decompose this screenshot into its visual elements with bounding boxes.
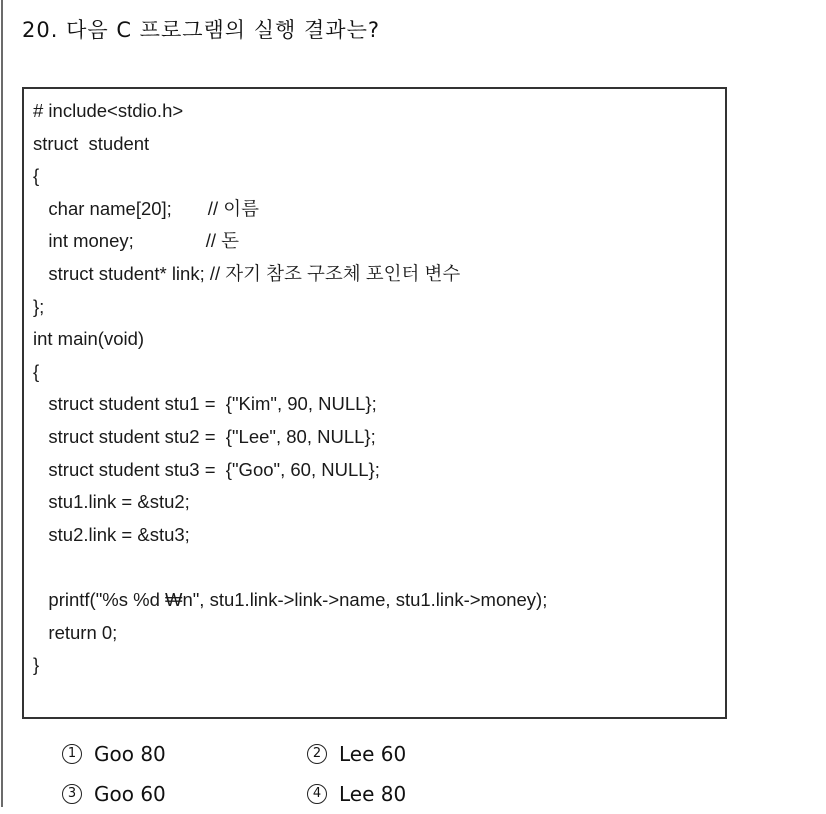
code-line: struct student* link; // 자기 참조 구조체 포인터 변수: [33, 262, 461, 284]
code-line: int money; // 돈: [33, 230, 240, 252]
code-line: stu2.link = &stu3;: [33, 523, 190, 545]
code-line: [33, 551, 547, 584]
option-2[interactable]: [307, 734, 552, 774]
code-line: struct student: [33, 132, 150, 154]
code-line: int main(void): [33, 328, 145, 350]
code-line: }: [33, 654, 40, 676]
code-line: # include<stdio.h>: [33, 100, 184, 121]
option-text: Goo 80: [94, 742, 166, 766]
circled-number-icon: 1: [62, 744, 82, 764]
option-1[interactable]: [62, 734, 307, 774]
option-4[interactable]: [307, 774, 552, 814]
circled-number-icon: 2: [307, 744, 327, 764]
circled-number-icon: 4: [307, 784, 327, 804]
code-line: struct student stu3 = {"Goo", 60, NULL};: [33, 458, 380, 480]
code-line: struct student stu1 = {"Kim", 90, NULL};: [33, 393, 377, 415]
option-text: Lee 80: [339, 782, 407, 806]
answer-options: [62, 734, 662, 814]
options-row-1: [62, 734, 662, 774]
code-line: struct student stu2 = {"Lee", 80, NULL};: [33, 425, 376, 447]
code-box: [22, 87, 727, 719]
code-line: {: [33, 165, 40, 187]
code-line: stu1.link = &stu2;: [33, 491, 190, 513]
page-left-border: [1, 0, 3, 807]
code-line: return 0;: [33, 621, 118, 643]
option-text: Lee 60: [339, 742, 407, 766]
code-line: printf("%s %d ₩n", stu1.link->link->name, stu1.link->money);: [33, 588, 548, 610]
code-line: {: [33, 360, 40, 382]
circled-number-icon: 3: [62, 784, 82, 804]
code-line: char name[20]; // 이름: [33, 197, 259, 219]
option-3[interactable]: [62, 774, 307, 814]
question-title: 20. 다음 C 프로그램의 실행 결과는?: [22, 18, 381, 42]
option-text: Goo 60: [94, 782, 166, 806]
code-listing: [33, 95, 547, 682]
code-line: };: [33, 295, 45, 317]
options-row-2: [62, 774, 662, 814]
